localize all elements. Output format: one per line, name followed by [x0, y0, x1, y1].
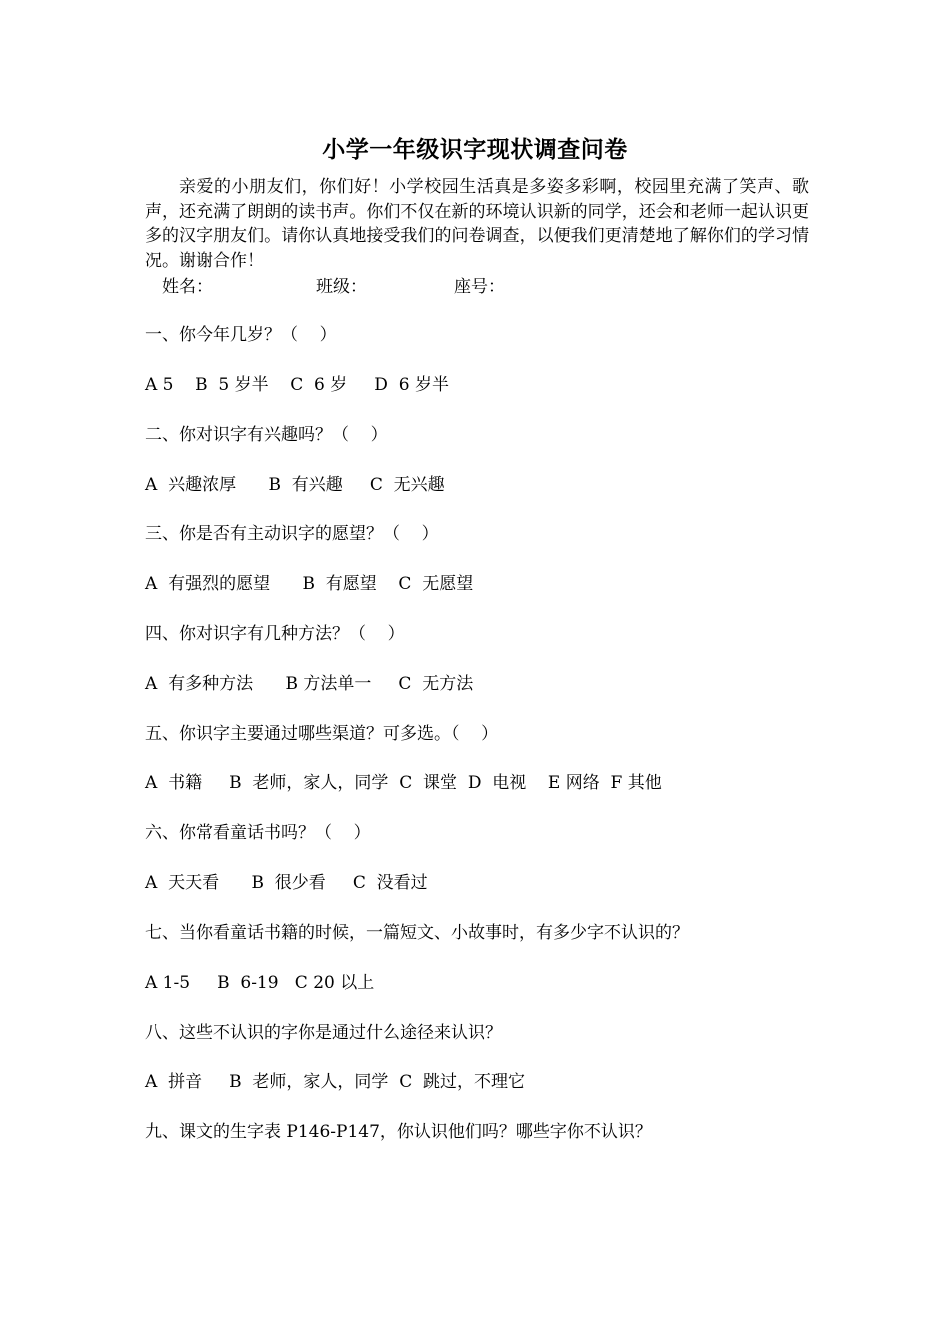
question-9: 九、课文的生字表 P146-P147，你认识他们吗？哪些字你不认识？: [145, 1122, 652, 1142]
question-5: 五、你识字主要通过哪些渠道？可多选。（ ）: [145, 724, 499, 744]
class-label: 班级：: [316, 277, 367, 297]
options-1: A 5 B 5 岁半 C 6 岁 D 6 岁半: [145, 375, 449, 395]
page-title: 小学一年级识字现状调查问卷: [322, 136, 628, 163]
question-1: 一、你今年几岁？（ ）: [145, 325, 337, 345]
options-4: A 有多种方法 B 方法单一 C 无方法: [145, 674, 474, 694]
question-4: 四、你对识字有几种方法？（ ）: [145, 624, 405, 644]
options-7: A 1-5 B 6-19 C 20 以上: [145, 973, 375, 993]
options-3: A 有强烈的愿望 B 有愿望 C 无愿望: [145, 574, 474, 594]
question-2: 二、你对识字有兴趣吗？（ ）: [145, 425, 388, 445]
name-label: 姓名：: [162, 277, 213, 297]
question-8: 八、这些不认识的字你是通过什么途径来认识？: [145, 1023, 502, 1043]
options-6: A 天天看 B 很少看 C 没看过: [145, 873, 428, 893]
question-6: 六、你常看童话书吗？（ ）: [145, 823, 371, 843]
question-7: 七、当你看童话书籍的时候，一篇短文、小故事时，有多少字不认识的？: [145, 923, 689, 943]
options-5: A 书籍 B 老师，家人，同学 C 课堂 D 电视 E 网络 F 其他: [145, 773, 662, 793]
question-3: 三、你是否有主动识字的愿望？（ ）: [145, 524, 439, 544]
intro-paragraph: 亲爱的小朋友们，你们好！小学校园生活真是多姿多彩啊，校园里充满了笑声、歌声，还充满了朗朗的读书声。你们不仅在新的环境认识新的同学，还会和老师一起认识更多的汉字朋友们。请你认真地接受我们的问卷调查，以便我们更清楚地了解你们的学习情况。谢谢合作！: [145, 177, 809, 271]
seat-label: 座号：: [454, 277, 505, 297]
options-2: A 兴趣浓厚 B 有兴趣 C 无兴趣: [145, 475, 445, 495]
options-8: A 拼音 B 老师，家人，同学 C 跳过，不理它: [145, 1072, 526, 1092]
